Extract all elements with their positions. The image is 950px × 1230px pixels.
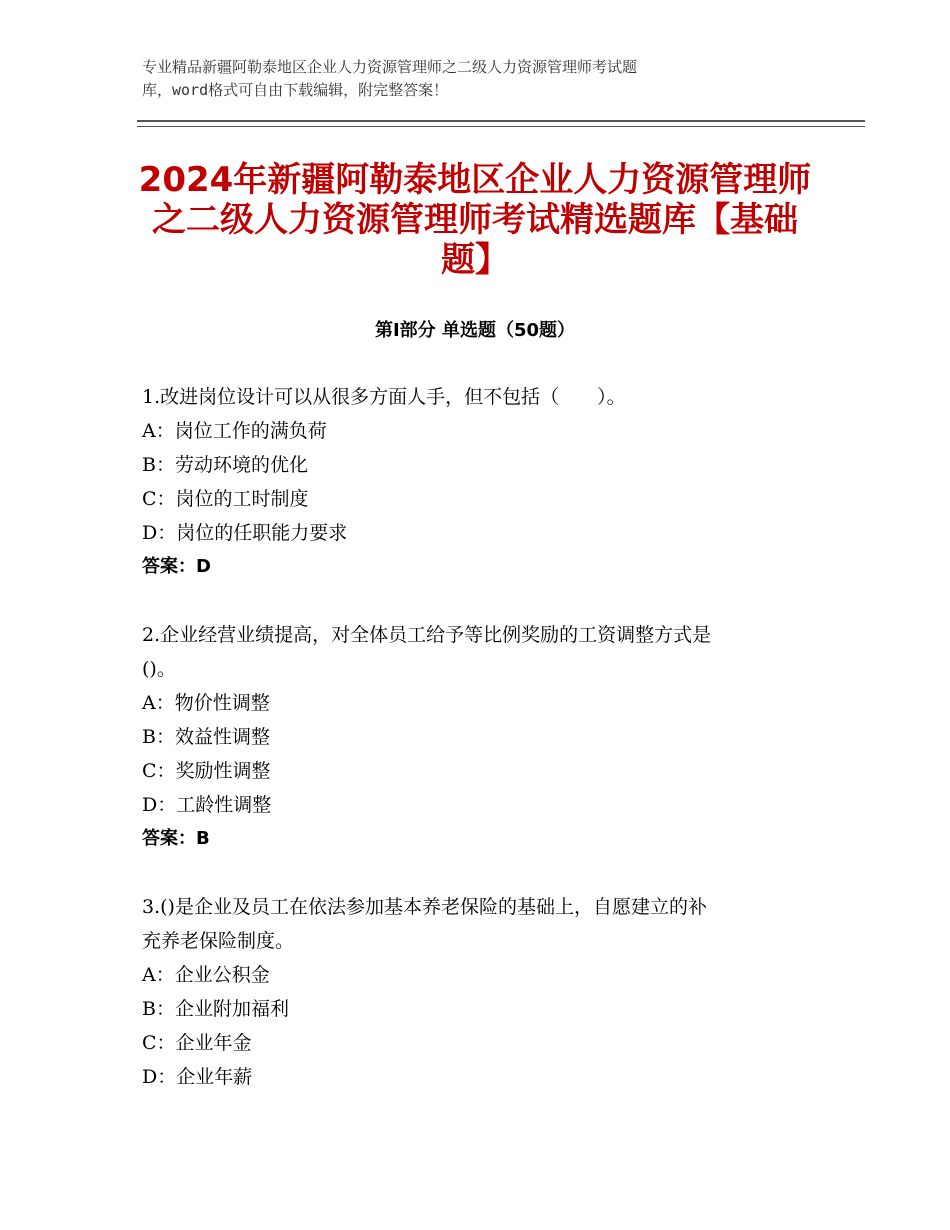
title-line-2: 之二级人力资源管理师考试精选题库【基础 [152,200,798,240]
option-d: D：工龄性调整 [142,794,272,816]
option-a: A：物价性调整 [142,692,270,714]
option-c: C：企业年金 [142,1032,252,1054]
question-3 [142,890,822,1094]
option-b: B：劳动环境的优化 [142,454,308,476]
option-b: B：企业附加福利 [142,998,289,1020]
option-a: A：企业公积金 [142,964,270,986]
header-note-line-2: 库，word格式可自由下载编辑，附完整答案！ [142,81,449,99]
option-c: C：岗位的工时制度 [142,488,309,510]
header-note [142,56,822,102]
option-c: C：奖励性调整 [142,760,271,782]
header-rule-thin [137,126,865,127]
question-text-cont: ()。 [142,658,176,680]
answer: 答案：B [142,828,210,849]
question-text: 1.改进岗位设计可以从很多方面人手，但不包括（ ）。 [142,386,626,408]
option-d: D：岗位的任职能力要求 [142,522,348,544]
answer: 答案：D [142,556,211,577]
section-title: 第Ⅰ部分 单选题（50题） [374,320,575,341]
question-text: 2.企业经营业绩提高，对全体员工给予等比例奖励的工资调整方式是 [142,624,712,646]
header-note-line-1: 专业精品新疆阿勒泰地区企业人力资源管理师之二级人力资源管理师考试题 [142,58,638,76]
question-2 [142,618,822,856]
option-b: B：效益性调整 [142,726,270,748]
title-line-3: 题】 [441,240,509,280]
question-text-cont: 充养老保险制度。 [142,930,295,952]
title-line-1: 2024年新疆阿勒泰地区企业人力资源管理师 [138,160,812,200]
question-1 [142,380,822,584]
header-rule-thick [137,120,865,122]
document-title [137,160,813,280]
option-d: D：企业年薪 [142,1066,253,1088]
question-text: 3.()是企业及员工在依法参加基本养老保险的基础上，自愿建立的补 [142,896,707,918]
option-a: A：岗位工作的满负荷 [142,420,327,442]
